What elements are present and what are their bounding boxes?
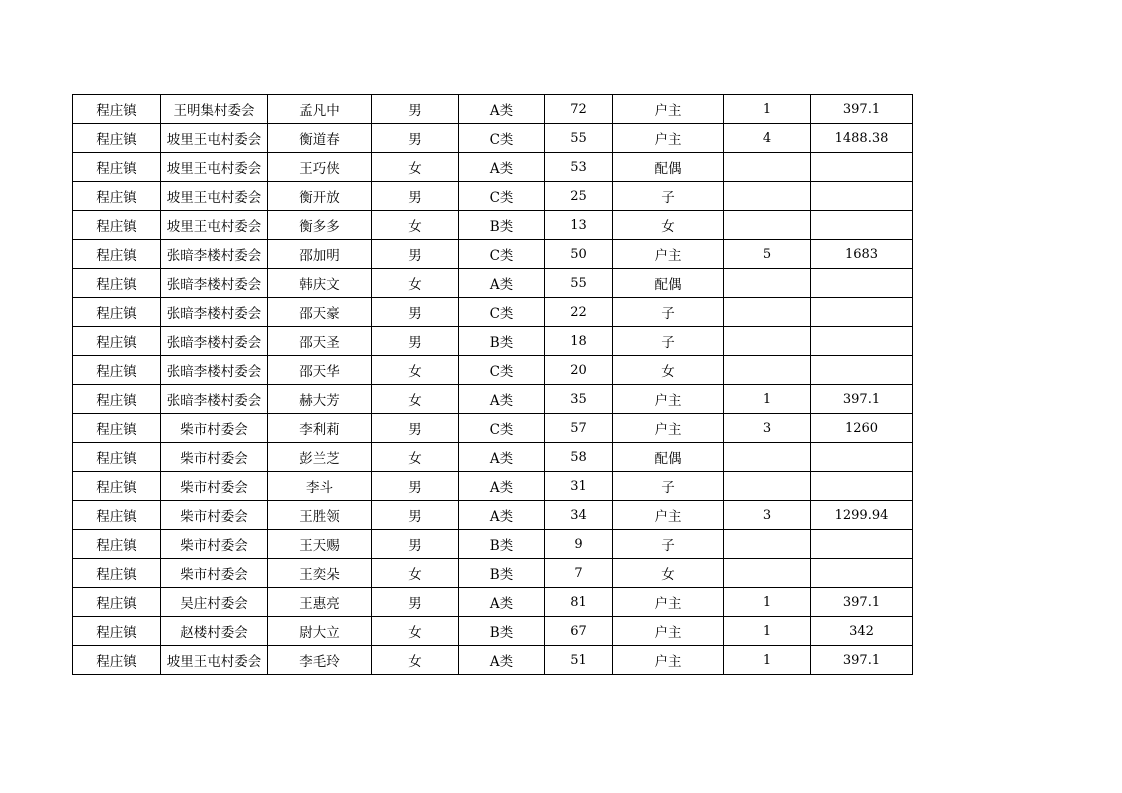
town-cell: 程庄镇 bbox=[73, 472, 161, 501]
gender-cell: 男 bbox=[372, 182, 459, 211]
table-row bbox=[73, 385, 913, 414]
amount-cell: 1488.38 bbox=[811, 124, 913, 153]
gender-cell: 男 bbox=[372, 298, 459, 327]
name-cell: 彭兰芝 bbox=[268, 443, 372, 472]
table-row bbox=[73, 95, 913, 124]
amount-cell: 1299.94 bbox=[811, 501, 913, 530]
town-cell: 程庄镇 bbox=[73, 153, 161, 182]
amount-cell: 1260 bbox=[811, 414, 913, 443]
relation-cell: 配偶 bbox=[613, 153, 724, 182]
household-size-cell: 5 bbox=[724, 240, 811, 269]
name-cell: 李斗 bbox=[268, 472, 372, 501]
gender-cell: 女 bbox=[372, 211, 459, 240]
town-cell: 程庄镇 bbox=[73, 530, 161, 559]
village-committee-cell: 柴市村委会 bbox=[161, 501, 268, 530]
relation-cell: 女 bbox=[613, 356, 724, 385]
amount-cell bbox=[811, 559, 913, 588]
table-body bbox=[73, 95, 913, 675]
gender-cell: 男 bbox=[372, 501, 459, 530]
household-size-cell: 3 bbox=[724, 414, 811, 443]
table-row bbox=[73, 530, 913, 559]
category-cell: B类 bbox=[459, 530, 545, 559]
category-cell: A类 bbox=[459, 646, 545, 675]
amount-cell bbox=[811, 153, 913, 182]
table-row bbox=[73, 153, 913, 182]
household-size-cell bbox=[724, 211, 811, 240]
relation-cell: 户主 bbox=[613, 617, 724, 646]
gender-cell: 女 bbox=[372, 646, 459, 675]
table-row bbox=[73, 588, 913, 617]
household-size-cell: 1 bbox=[724, 95, 811, 124]
town-cell: 程庄镇 bbox=[73, 385, 161, 414]
table-row bbox=[73, 472, 913, 501]
household-size-cell bbox=[724, 530, 811, 559]
household-size-cell bbox=[724, 327, 811, 356]
table-row bbox=[73, 124, 913, 153]
relation-cell: 配偶 bbox=[613, 443, 724, 472]
town-cell: 程庄镇 bbox=[73, 298, 161, 327]
gender-cell: 男 bbox=[372, 124, 459, 153]
household-size-cell bbox=[724, 559, 811, 588]
amount-cell bbox=[811, 211, 913, 240]
name-cell: 衡开放 bbox=[268, 182, 372, 211]
gender-cell: 女 bbox=[372, 385, 459, 414]
village-committee-cell: 赵楼村委会 bbox=[161, 617, 268, 646]
household-size-cell: 4 bbox=[724, 124, 811, 153]
age-cell: 7 bbox=[545, 559, 613, 588]
category-cell: B类 bbox=[459, 211, 545, 240]
amount-cell: 397.1 bbox=[811, 385, 913, 414]
amount-cell: 397.1 bbox=[811, 646, 913, 675]
table-row bbox=[73, 211, 913, 240]
age-cell: 9 bbox=[545, 530, 613, 559]
amount-cell bbox=[811, 356, 913, 385]
category-cell: A类 bbox=[459, 443, 545, 472]
village-committee-cell: 柴市村委会 bbox=[161, 559, 268, 588]
household-size-cell bbox=[724, 153, 811, 182]
household-size-cell: 1 bbox=[724, 385, 811, 414]
age-cell: 58 bbox=[545, 443, 613, 472]
name-cell: 邵天圣 bbox=[268, 327, 372, 356]
village-committee-cell: 坡里王屯村委会 bbox=[161, 211, 268, 240]
town-cell: 程庄镇 bbox=[73, 356, 161, 385]
relation-cell: 户主 bbox=[613, 414, 724, 443]
age-cell: 72 bbox=[545, 95, 613, 124]
category-cell: A类 bbox=[459, 472, 545, 501]
age-cell: 57 bbox=[545, 414, 613, 443]
village-committee-cell: 柴市村委会 bbox=[161, 472, 268, 501]
gender-cell: 女 bbox=[372, 617, 459, 646]
gender-cell: 女 bbox=[372, 153, 459, 182]
relation-cell: 户主 bbox=[613, 501, 724, 530]
category-cell: A类 bbox=[459, 95, 545, 124]
category-cell: A类 bbox=[459, 385, 545, 414]
relation-cell: 户主 bbox=[613, 124, 724, 153]
relation-cell: 女 bbox=[613, 559, 724, 588]
table-row bbox=[73, 182, 913, 211]
town-cell: 程庄镇 bbox=[73, 588, 161, 617]
town-cell: 程庄镇 bbox=[73, 646, 161, 675]
relation-cell: 女 bbox=[613, 211, 724, 240]
town-cell: 程庄镇 bbox=[73, 211, 161, 240]
gender-cell: 男 bbox=[372, 530, 459, 559]
name-cell: 邵天豪 bbox=[268, 298, 372, 327]
table-row bbox=[73, 443, 913, 472]
name-cell: 王巧侠 bbox=[268, 153, 372, 182]
gender-cell: 女 bbox=[372, 443, 459, 472]
gender-cell: 男 bbox=[372, 472, 459, 501]
gender-cell: 女 bbox=[372, 356, 459, 385]
household-size-cell: 1 bbox=[724, 617, 811, 646]
table-row bbox=[73, 414, 913, 443]
relation-cell: 配偶 bbox=[613, 269, 724, 298]
category-cell: B类 bbox=[459, 327, 545, 356]
gender-cell: 男 bbox=[372, 414, 459, 443]
household-size-cell bbox=[724, 443, 811, 472]
town-cell: 程庄镇 bbox=[73, 182, 161, 211]
relation-cell: 子 bbox=[613, 327, 724, 356]
age-cell: 25 bbox=[545, 182, 613, 211]
household-size-cell bbox=[724, 472, 811, 501]
table-row bbox=[73, 327, 913, 356]
village-committee-cell: 张暗李楼村委会 bbox=[161, 327, 268, 356]
town-cell: 程庄镇 bbox=[73, 327, 161, 356]
village-committee-cell: 张暗李楼村委会 bbox=[161, 269, 268, 298]
name-cell: 衡道春 bbox=[268, 124, 372, 153]
name-cell: 王胜领 bbox=[268, 501, 372, 530]
gender-cell: 女 bbox=[372, 269, 459, 298]
household-size-cell bbox=[724, 356, 811, 385]
household-size-cell bbox=[724, 182, 811, 211]
town-cell: 程庄镇 bbox=[73, 269, 161, 298]
assistance-register-table bbox=[72, 94, 913, 675]
relation-cell: 户主 bbox=[613, 95, 724, 124]
category-cell: C类 bbox=[459, 414, 545, 443]
name-cell: 王天赐 bbox=[268, 530, 372, 559]
amount-cell bbox=[811, 298, 913, 327]
amount-cell bbox=[811, 182, 913, 211]
name-cell: 李利莉 bbox=[268, 414, 372, 443]
village-committee-cell: 柴市村委会 bbox=[161, 443, 268, 472]
age-cell: 53 bbox=[545, 153, 613, 182]
age-cell: 22 bbox=[545, 298, 613, 327]
relation-cell: 户主 bbox=[613, 240, 724, 269]
amount-cell bbox=[811, 269, 913, 298]
relation-cell: 户主 bbox=[613, 646, 724, 675]
category-cell: A类 bbox=[459, 501, 545, 530]
amount-cell bbox=[811, 472, 913, 501]
village-committee-cell: 张暗李楼村委会 bbox=[161, 298, 268, 327]
category-cell: B类 bbox=[459, 617, 545, 646]
age-cell: 67 bbox=[545, 617, 613, 646]
age-cell: 13 bbox=[545, 211, 613, 240]
category-cell: A类 bbox=[459, 588, 545, 617]
amount-cell: 342 bbox=[811, 617, 913, 646]
name-cell: 邵天华 bbox=[268, 356, 372, 385]
household-size-cell bbox=[724, 269, 811, 298]
category-cell: C类 bbox=[459, 298, 545, 327]
town-cell: 程庄镇 bbox=[73, 240, 161, 269]
village-committee-cell: 张暗李楼村委会 bbox=[161, 240, 268, 269]
amount-cell bbox=[811, 443, 913, 472]
household-size-cell: 3 bbox=[724, 501, 811, 530]
gender-cell: 女 bbox=[372, 559, 459, 588]
category-cell: B类 bbox=[459, 559, 545, 588]
village-committee-cell: 柴市村委会 bbox=[161, 530, 268, 559]
amount-cell: 1683 bbox=[811, 240, 913, 269]
village-committee-cell: 吴庄村委会 bbox=[161, 588, 268, 617]
relation-cell: 子 bbox=[613, 298, 724, 327]
category-cell: A类 bbox=[459, 153, 545, 182]
age-cell: 18 bbox=[545, 327, 613, 356]
household-size-cell bbox=[724, 298, 811, 327]
name-cell: 韩庆文 bbox=[268, 269, 372, 298]
household-size-cell: 1 bbox=[724, 588, 811, 617]
village-committee-cell: 坡里王屯村委会 bbox=[161, 182, 268, 211]
name-cell: 王奕朵 bbox=[268, 559, 372, 588]
age-cell: 34 bbox=[545, 501, 613, 530]
amount-cell: 397.1 bbox=[811, 588, 913, 617]
age-cell: 35 bbox=[545, 385, 613, 414]
town-cell: 程庄镇 bbox=[73, 414, 161, 443]
town-cell: 程庄镇 bbox=[73, 443, 161, 472]
table-row bbox=[73, 356, 913, 385]
category-cell: A类 bbox=[459, 269, 545, 298]
gender-cell: 男 bbox=[372, 588, 459, 617]
age-cell: 55 bbox=[545, 269, 613, 298]
relation-cell: 户主 bbox=[613, 588, 724, 617]
town-cell: 程庄镇 bbox=[73, 95, 161, 124]
category-cell: C类 bbox=[459, 124, 545, 153]
category-cell: C类 bbox=[459, 356, 545, 385]
town-cell: 程庄镇 bbox=[73, 617, 161, 646]
age-cell: 50 bbox=[545, 240, 613, 269]
table-row bbox=[73, 617, 913, 646]
village-committee-cell: 张暗李楼村委会 bbox=[161, 356, 268, 385]
name-cell: 衡多多 bbox=[268, 211, 372, 240]
relation-cell: 子 bbox=[613, 472, 724, 501]
village-committee-cell: 张暗李楼村委会 bbox=[161, 385, 268, 414]
name-cell: 孟凡中 bbox=[268, 95, 372, 124]
village-committee-cell: 柴市村委会 bbox=[161, 414, 268, 443]
gender-cell: 男 bbox=[372, 240, 459, 269]
village-committee-cell: 坡里王屯村委会 bbox=[161, 153, 268, 182]
age-cell: 55 bbox=[545, 124, 613, 153]
relation-cell: 户主 bbox=[613, 385, 724, 414]
table-row bbox=[73, 646, 913, 675]
age-cell: 20 bbox=[545, 356, 613, 385]
village-committee-cell: 坡里王屯村委会 bbox=[161, 646, 268, 675]
table-row bbox=[73, 240, 913, 269]
name-cell: 邵加明 bbox=[268, 240, 372, 269]
table-row bbox=[73, 269, 913, 298]
category-cell: C类 bbox=[459, 240, 545, 269]
household-size-cell: 1 bbox=[724, 646, 811, 675]
table-row bbox=[73, 298, 913, 327]
town-cell: 程庄镇 bbox=[73, 501, 161, 530]
amount-cell bbox=[811, 530, 913, 559]
name-cell: 王惠亮 bbox=[268, 588, 372, 617]
village-committee-cell: 坡里王屯村委会 bbox=[161, 124, 268, 153]
table-row bbox=[73, 559, 913, 588]
age-cell: 51 bbox=[545, 646, 613, 675]
amount-cell: 397.1 bbox=[811, 95, 913, 124]
gender-cell: 男 bbox=[372, 327, 459, 356]
name-cell: 尉大立 bbox=[268, 617, 372, 646]
village-committee-cell: 王明集村委会 bbox=[161, 95, 268, 124]
relation-cell: 子 bbox=[613, 530, 724, 559]
amount-cell bbox=[811, 327, 913, 356]
category-cell: C类 bbox=[459, 182, 545, 211]
relation-cell: 子 bbox=[613, 182, 724, 211]
age-cell: 81 bbox=[545, 588, 613, 617]
name-cell: 赫大芳 bbox=[268, 385, 372, 414]
name-cell: 李毛玲 bbox=[268, 646, 372, 675]
town-cell: 程庄镇 bbox=[73, 559, 161, 588]
table-row bbox=[73, 501, 913, 530]
gender-cell: 男 bbox=[372, 95, 459, 124]
age-cell: 31 bbox=[545, 472, 613, 501]
town-cell: 程庄镇 bbox=[73, 124, 161, 153]
